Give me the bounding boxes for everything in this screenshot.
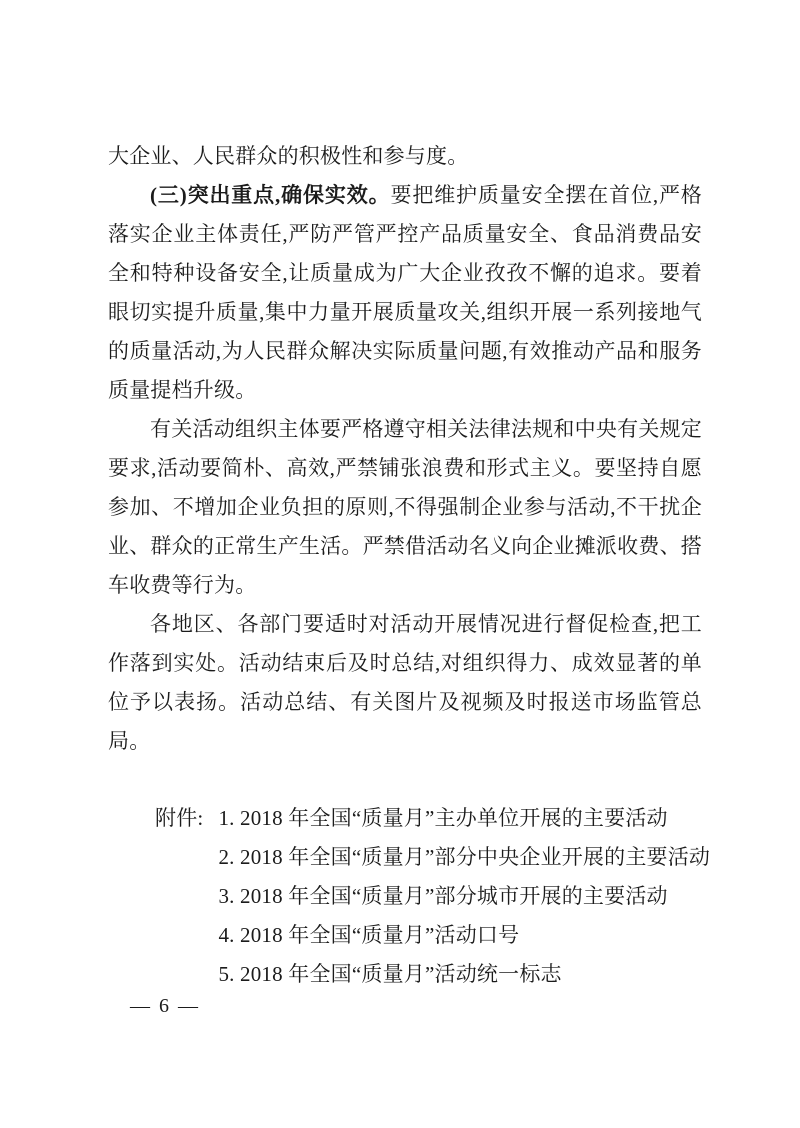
attachment-item-4: 4. 2018 年全国“质量月”活动口号 [218, 923, 520, 947]
attachment-item-1: 1. 2018 年全国“质量月”主办单位开展的主要活动 [218, 806, 668, 830]
paragraph-continuation: 大企业、人民群众的积极性和参与度。 [108, 144, 469, 168]
document-body [108, 137, 711, 994]
paragraph-key-points [108, 176, 702, 410]
attachment-item-5: 5. 2018 年全国“质量月”活动统一标志 [218, 962, 562, 986]
paragraph-key-points-heading: (三)突出重点,确保实效。 [150, 183, 391, 207]
paragraph-supervision: 各地区、各部门要适时对活动开展情况进行督促检查,把工作落到实处。活动结束后及时总结,对组织得力、成效显著的单位予以表扬。活动总结、有关图片及视频及时报送市场监管总局。 [108, 612, 702, 753]
paragraph-key-points-body: 要把维护质量安全摆在首位,严格落实企业主体责任,严防严管严控产品质量安全、食品消费品安全和特种设备安全,让质量成为广大企业孜孜不懈的追求。要着眼切实提升质量,集中力量开展质量攻关,组织开展一系列接地气的质量活动,为人民群众解决实际质量问题,有效推动产品和服务质量提档升级。 [108, 183, 703, 402]
page-number: — 6 — [130, 995, 200, 1017]
paragraph-activity-rules: 有关活动组织主体要严格遵守相关法律法规和中央有关规定要求,活动要简朴、高效,严禁铺张浪费和形式主义。要坚持自愿参加、不增加企业负担的原则,不得强制企业参与活动,不干扰企业、群众的正常生产生活。严禁借活动名义向企业摊派收费、搭车收费等行为。 [108, 417, 702, 597]
attachment-item-3: 3. 2018 年全国“质量月”部分城市开展的主要活动 [218, 884, 668, 908]
attachment-item-2: 2. 2018 年全国“质量月”部分中央企业开展的主要活动 [218, 845, 711, 869]
attachments-list [218, 799, 710, 994]
attachments-label: 附件: [155, 806, 204, 830]
attachments-block [155, 799, 711, 994]
